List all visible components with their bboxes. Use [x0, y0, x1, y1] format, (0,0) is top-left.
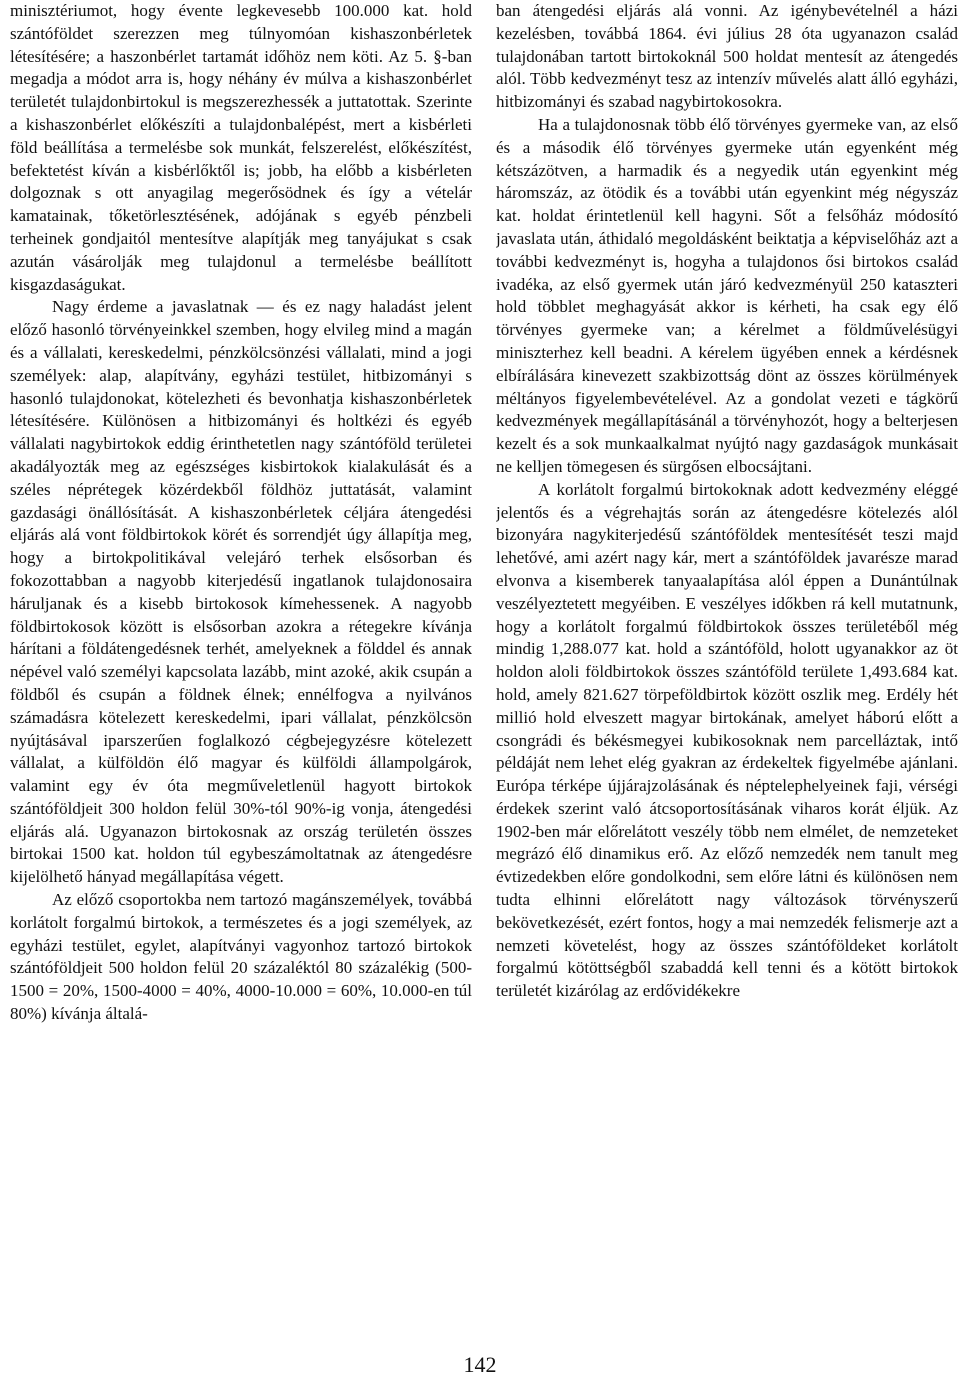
text-columns: [10, 0, 958, 1300]
left-column: [10, 0, 472, 1300]
paragraph: Nagy érdeme a javaslatnak — és ez nagy haladást jelent előző hasonló törvényeinkkel szemben, hogy elvileg mind a magán és a vállalati, kereskedelmi, pénzkölcsönzési vállalati, mind a jogi személyek: alap, alapítvány, egyházi testület, hitbizományi s hasonló tulajdonokat, kötelezheti és bevonhatja kishaszonbérletek létesítésére. Különösen a hitbizományi és holtkézi és egyéb vállalati nagybirtokok eddig érinthetetlen nagy szántóföld területei akadályozták meg az egészséges kisbirtokok kialakulását és a széles néprétegek közérdekből földhöz juttatását, valamint gazdasági önállósítását. A kishaszonbérletek céljára átengedési eljárás alá vont földbirtokok körét és sorrendjét úgy állapítja meg, hogy a birtokpolitikával velejáró terhek elsősorban és fokozottabban a nagyobb kiterjedésű ingatlanok tulajdonosaira háruljanak és a kisebb birtokosok kímehessenek. A nagyobb földbirtokosok között is elsősorban azokra a rétegekre kívánja hárítani a földátengedésnek terhét, amelyeknek a földdel és annak népével való személyi kapcsolata lazább, mint azoké, akik csupán a földből és csupán a földnek élnek; ennélfogva a nyilvános számadásra kötelezett kereskedelmi, ipari vállalat, pénzkölcsön nyújtásával iparszerűen foglalkozó cégbejegyzésre kötelezett vállalat, a külföldön élő magyar és külföldi állampolgárok, valamint egy év óta megműveletlenül hagyott birtokok szántóföldjeit 300 holdon felül 30%-tól 90%-ig vonja, átengedési eljárás alá. Ugyanazon birtokosnak az ország területén összes birtokai 1500 kat. holdon túl egybeszámoltatnak az átengedésre kijelölhető hányad megállapítása végett.: [10, 297, 472, 887]
page-number: 142: [463, 1352, 497, 1377]
paragraph: A korlátolt forgalmú birtokoknak adott kedvezmény eléggé jelentős és a végrehajtás során az átengedésre kötelezés alól bizonyára nagykiterjedésű szántóföldek mentesítését teszi majd lehetővé, ami azért nagy kár, mert a szántóföldek javarésze marad elvonva a kisemberek tanyaalapítása alól éppen a Dunántúlnak veszélyeztetett megyéiben. E veszélyes időkben rá kell mutatnunk, hogy a korlátolt forgalmú földbirtokok összes területéből még mindig 1,288.077 kat. hold a szántóföld, holott ugyanakkor az öt holdon aloli földbirtokok összes szántóföld területe 1,493.684 kat. hold, amely 821.627 törpeföldbirtok között oszlik meg. Erdély hét millió hold elveszett magyar birtokának, amelyet háború előtt a csongrádi és békésmegyei kubikosoknak nem parcelláztak, intő példáját nem lehet elég gyakran az érdekeltek figyelmébe ajánlani. Európa térképe újjárajzolásának és néptelephelyeinek faji, vérségi érdekek szerint való átcsoportosításának viharos korát éljük. Az 1902-ben már előrelátott veszély több nem elmélet, de nemzeteket megrázó élő dinamikus erő. Az előző nemzedék nem tanult meg évtizedekben előre gondolkodni, sem előre látni és különösen nem tudta elhinni előrelátott nagy változások törvényszerű bekövetkezését, ezért fontos, hogy a mai nemzedék felismerje azt a nemzeti követelést, hogy az összes szántóföldeket korlátolt forgalmú kötöttségből szabaddá kell tenni és a kötött birtokok területét kizárólag az erdővidékekre: [496, 479, 958, 1001]
paragraph: Ha a tulajdonosnak több élő törvényes gyermeke van, az első és a második élő törvényes gyermeke után egyenként még kétszázötven, a harmadik és a negyedik után egyenkint még háromszáz, az ötödik és a további után egyenkint még négyszáz kat. holdat érintetlenül kell hagyni. Sőt a felsőház módosító javaslata után, áthidaló megoldásként beiktatja a képviselőház azt a további kedvezményt is, hogyha a tulajdonos ősi birtokos család ivadéka, az első gyermek után járó kedvezményül 250 kataszteri hold többlet meghagyását akkor is kérheti, ha csak egy élő törvényes gyermeke van; a kérelmet a földművelésügyi miniszterhez kell beadni. A kérelem ügyében ennek a kérdésnek elbírálására kinevezett szakbizottság dönt az összes körülmények méltányos figyelembevételével. Az a gondolat vezeti e tágkörű kedvezmények megállapításánál a törvényhozót, hogy a belterjesen kezelt és a sok munkaalkalmat nyújtó nagy gazdaságok munkásait ne kelljen tömegesen és sürgősen elbocsájtani.: [496, 114, 958, 476]
right-column: [496, 0, 958, 1300]
paragraph: minisztériumot, hogy évente legkevesebb 100.000 kat. hold szántóföldet szerezzen meg túlnyomóan kishaszonbérletek létesítésére; a haszonbérlet tartamát időhöz nem köti. Az 5. §-ban megadja a módot arra is, hogy néhány év múlva a kishaszonbérlet területét tulajdonbirtokul is megszerezhessék a juttatottak. Szerinte a kishaszonbérlet előkészíti a tulajdonbalépést, mert a kisbérleti föld beállítása a termelésbe sok munkát, felszerelést, előkészítést, befektetést kíván a kisbérlőktől is; jobb, ha előbb a kisbérleten dolgoznak s ott anyagilag megerősödnek és így a vételár kamatainak, tőketörlesztésének, adójának s egyéb pénzbeli terheinek gondjaitól mentesítve alapítják meg tanyájukat s csak azután vásárolják meg tulajdonul a termelésbe beállított kisgazdaságukat.: [10, 1, 472, 294]
paragraph: ban átengedési eljárás alá vonni. Az igénybevételnél a házi kezelésben, továbbá 1864. évi július 28 óta ugyanazon család tulajdonában tartott birtokoknál 500 holdat mentesít az átengedés alól. Több kedvezményt tesz az intenzív művelés alatt álló egyházi, hitbizományi és szabad nagybirtokosokra.: [496, 1, 958, 112]
paragraph: Az előző csoportokba nem tartozó magánszemélyek, továbbá korlátolt forgalmú birtokok, a természetes és a jogi személyek, az egyházi testület, egylet, alapítványi vagyonhoz tartozó birtokok szántóföldjeit 500 holdon felül 20 százaléktól 80 százalékig (500-1500 = 20%, 1500-4000 = 40%, 4000-10.000 = 60%, 10.000-en túl 80%) kívánja általá-: [10, 890, 472, 1024]
